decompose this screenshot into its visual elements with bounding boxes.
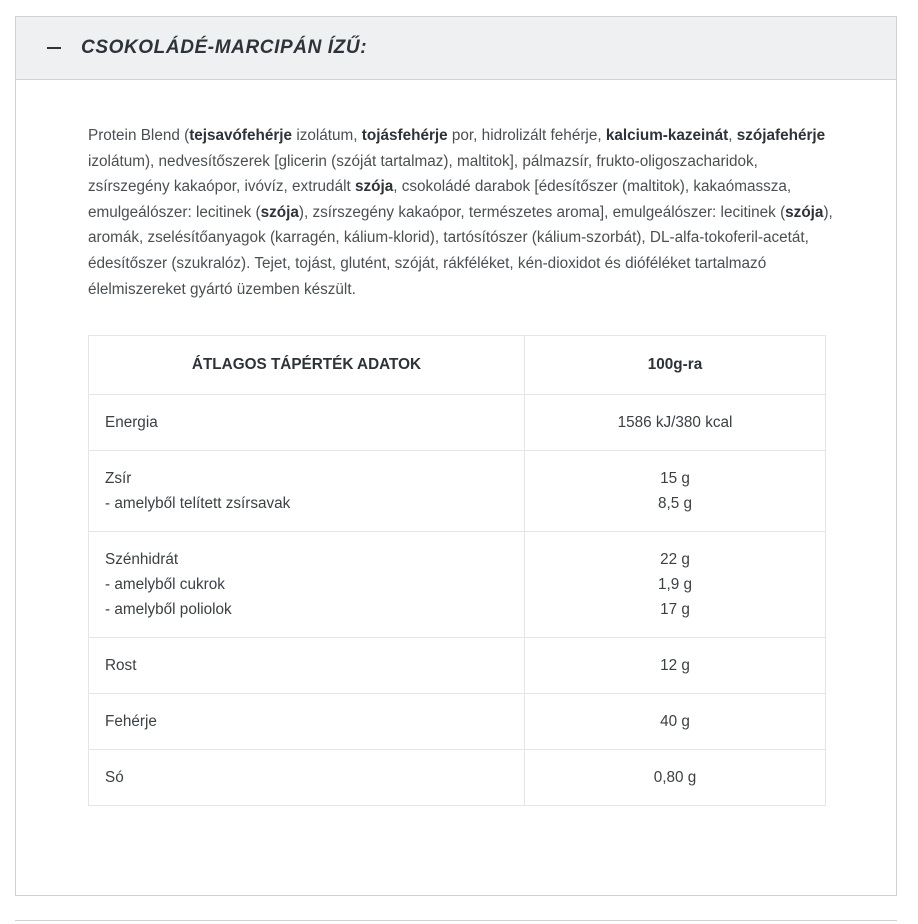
nutrient-label-cell — [89, 451, 525, 532]
nutrient-label: - amelyből poliolok — [105, 601, 232, 618]
accordion-title: CSOKOLÁDÉ-MARCIPÁN ÍZŰ: — [81, 37, 368, 58]
ingredient-text: por, hidrolizált fehérje, — [447, 127, 606, 144]
nutrient-label-cell — [89, 638, 525, 694]
nutrient-label-cell — [89, 694, 525, 750]
nutrient-label: Fehérje — [105, 713, 157, 730]
ingredient-text: , csokoládé darabok [édesítőszer (maltitok), kakaómassza, emulgeálószer: lecitinek ( — [88, 178, 792, 221]
minus-icon[interactable] — [47, 47, 61, 49]
nutrient-value: 12 g — [660, 657, 690, 674]
table-header-row — [89, 336, 826, 395]
ingredient-text: Protein Blend ( — [88, 127, 190, 144]
ingredients-text — [88, 123, 833, 302]
nutrient-value: 17 g — [660, 601, 690, 618]
table-row — [89, 395, 826, 451]
header-value: 100g-ra — [525, 336, 826, 395]
nutrition-table — [88, 335, 826, 806]
ingredient-text: izolátum, — [292, 127, 362, 144]
table-row — [89, 532, 826, 638]
nutrient-label: Zsír — [105, 470, 132, 487]
nutrient-value-cell — [525, 451, 826, 532]
nutrient-value-cell — [525, 638, 826, 694]
ingredient-text: izolátum), nedvesítőszerek [glicerin (szóját tartalmaz), maltitok], pálmazsír, frukto-oligoszacharidok, zsírszegény kakaópor, ivóvíz, extrudált — [88, 152, 758, 196]
nutrient-label: Só — [105, 769, 124, 786]
nutrient-label-cell — [89, 750, 525, 806]
next-accordion-border — [15, 920, 897, 921]
accordion-header[interactable] — [16, 17, 896, 80]
nutrient-value: 15 g — [660, 470, 690, 487]
nutrient-label: - amelyből cukrok — [105, 576, 225, 593]
nutrient-label: Energia — [105, 414, 158, 431]
nutrient-value: 8,5 g — [657, 495, 693, 512]
table-row — [89, 694, 826, 750]
nutrient-value: 1,9 g — [657, 576, 693, 593]
ingredient-text: ), aromák, zselésítőanyagok (karragén, kálium-klorid), tartósítószer (kálium-szorbát), DL-alfa-tokoferil-acetát, édesítőszer (szukralóz). Tejet, tojást, glutént, szóját, rákféléket, kén-dioxidot és dióféléket tartalmazó élelmiszereket gyártó üzemben készült. — [88, 203, 833, 298]
allergen-text: tejsavófehérje — [189, 127, 293, 144]
nutrient-label-cell — [89, 395, 525, 451]
nutrient-value: 0,80 g — [653, 769, 697, 786]
allergen-text: szója — [354, 178, 394, 196]
table-row — [89, 451, 826, 532]
ingredient-text: ), zsírszegény kakaópor, természetes aroma], emulgeálószer: lecitinek ( — [298, 203, 786, 221]
allergen-text: szója — [260, 203, 299, 221]
header-label: ÁTLAGOS TÁPÉRTÉK ADATOK — [89, 336, 525, 395]
nutrient-value-cell — [525, 750, 826, 806]
allergen-text: kalcium-kazeinát — [605, 127, 729, 144]
nutrient-label: - amelyből telített zsírsavak — [105, 495, 291, 512]
flavor-accordion — [15, 16, 897, 896]
nutrient-label-cell — [89, 532, 525, 638]
nutrient-value: 1586 kJ/380 kcal — [617, 414, 733, 431]
nutrient-label: Szénhidrát — [105, 551, 179, 568]
nutrient-value-cell — [525, 694, 826, 750]
allergen-text: szója — [785, 203, 824, 221]
allergen-text: szójafehérje — [736, 127, 826, 144]
nutrient-value-cell — [525, 395, 826, 451]
nutrient-value: 22 g — [660, 551, 690, 568]
nutrient-value: 40 g — [660, 713, 690, 730]
allergen-text: tojásfehérje — [361, 127, 448, 144]
table-row — [89, 638, 826, 694]
table-row — [89, 750, 826, 806]
nutrient-value-cell — [525, 532, 826, 638]
nutrient-label: Rost — [105, 657, 137, 674]
ingredient-text: , — [728, 127, 737, 144]
